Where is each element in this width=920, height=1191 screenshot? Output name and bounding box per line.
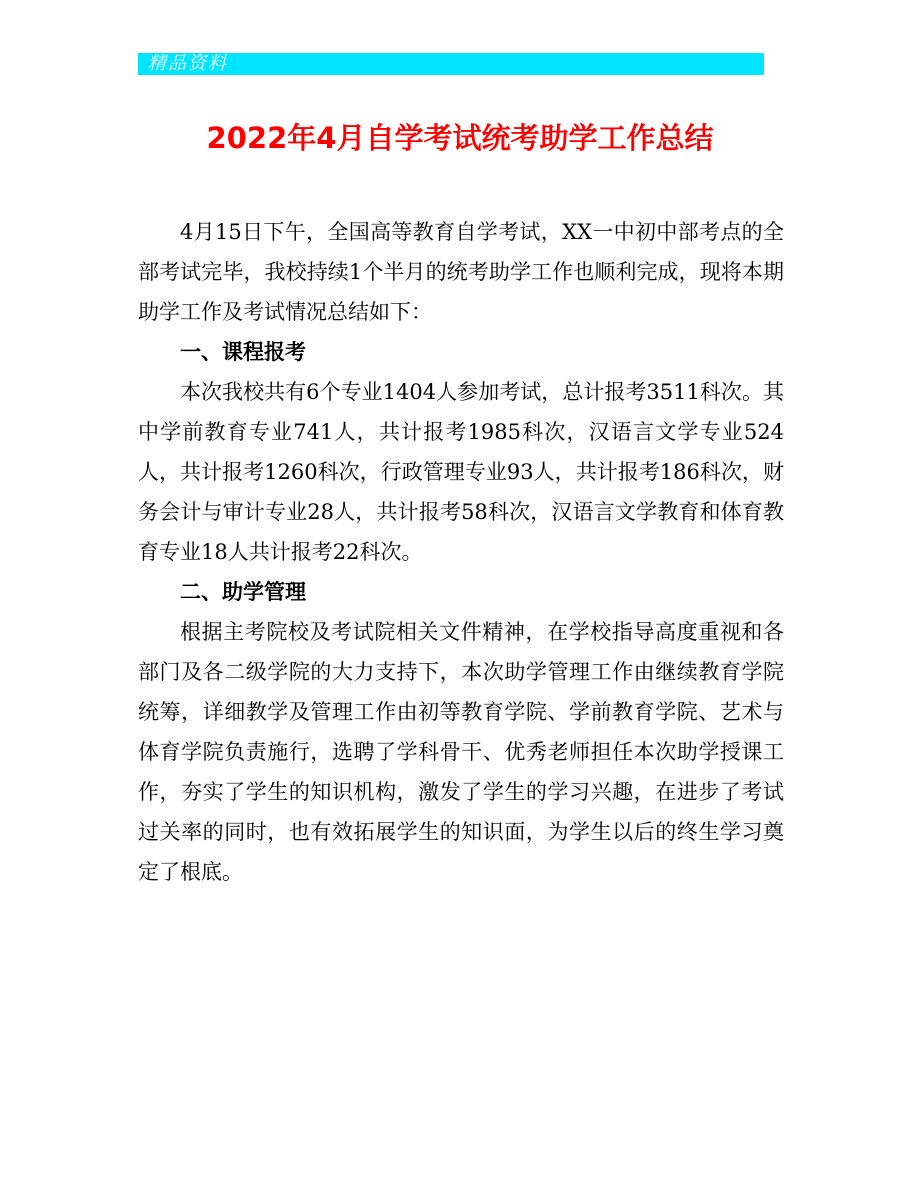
section-body-study-management: 根据主考院校及考试院相关文件精神，在学校指导高度重视和各部门及各二级学院的大力支持下，本次助学管理工作由继续教育学院统筹，详细教学及管理工作由初等教育学院、学前教育学院、艺术与体育学院负责施行，选聘了学科骨干、优秀老师担任本次助学授课工作，夯实了学生的知识机构，激发了学生的学习兴趣，在进步了考试过关率的同时，也有效拓展学生的知识面，为学生以后的终生学习奠定了根底。 — [138, 620, 784, 884]
section-body-course-registration: 本次我校共有6个专业1404人参加考试，总计报考3511科次。其中学前教育专业741人，共计报考1985科次，汉语言文学专业524人，共计报考1260科次，行政管理专业93人，共计报考186科次，财务会计与审计专业28人，共计报考58科次，汉语言文学教育和体育教育专业18人共计报考22科次。 — [138, 380, 784, 564]
section-heading-course-registration: 一、课程报考 — [180, 340, 306, 364]
document-body — [138, 212, 784, 892]
intro-paragraph: 4月15日下午，全国高等教育自学考试，XX一中初中部考点的全部考试完毕，我校持续1个半月的统考助学工作也顺利完成，现将本期助学工作及考试情况总结如下： — [138, 220, 784, 324]
header-banner — [138, 53, 764, 75]
document-title: 2022年4月自学考试统考助学工作总结 — [206, 121, 714, 155]
section-heading-study-management: 二、助学管理 — [180, 580, 306, 604]
banner-label: 精品资料 — [148, 53, 228, 74]
